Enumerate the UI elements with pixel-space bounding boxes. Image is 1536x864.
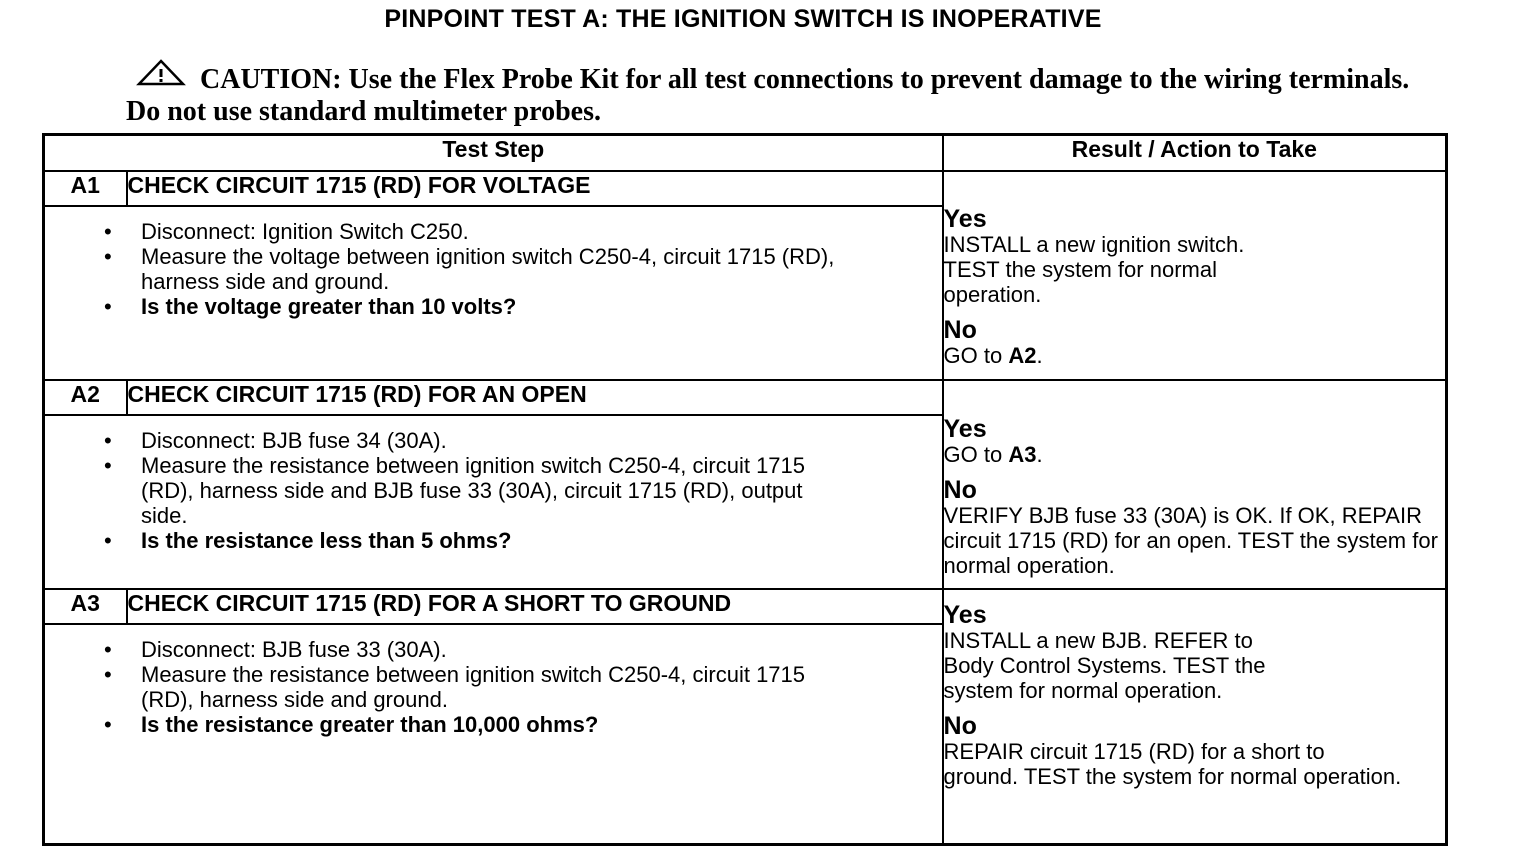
step-title-row [44,589,1447,624]
yes-label: Yes [943,601,987,629]
step-question: • Is the resistance less than 5 ohms? [141,528,942,553]
no-action: VERIFY BJB fuse 33 (30A) is OK. If OK, REPAIR circuit 1715 (RD) for an open. TEST the system for normal operation. [943,503,1438,578]
step-bullet: • Measure the resistance between ignition switch C250-4, circuit 1715 (RD), harness side and BJB fuse 33 (30A), circuit 1715 (RD), output side. [141,453,846,528]
no-label: No [943,476,977,504]
step-details [44,415,943,589]
step-bullet: • Measure the voltage between ignition switch C250-4, circuit 1715 (RD), harness side and ground. [141,244,841,294]
step-result [943,380,1447,589]
header-result: Result / Action to Take [943,135,1447,172]
step-question: • Is the voltage greater than 10 volts? [141,294,942,319]
step-question: • Is the resistance greater than 10,000 ohms? [141,712,942,737]
step-id: A2 [44,380,127,415]
step-bullet: • Measure the resistance between ignition switch C250-4, circuit 1715 (RD), harness side and ground. [141,662,846,712]
step-details [44,206,943,380]
no-label: No [943,316,977,344]
step-title: CHECK CIRCUIT 1715 (RD) FOR A SHORT TO GROUND [127,589,943,624]
table-header-row [44,135,1447,172]
caution-notice [126,64,1426,128]
yes-label: Yes [943,205,987,233]
step-bullet: • Disconnect: BJB fuse 34 (30A). [141,428,942,453]
step-id: A1 [44,171,127,206]
page-title: PINPOINT TEST A: THE IGNITION SWITCH IS INOPERATIVE [384,5,1102,33]
step-bullet: • Disconnect: Ignition Switch C250. [141,219,942,244]
step-reference: A2 [1008,343,1037,368]
no-label: No [943,712,977,740]
step-title-row [44,171,1447,206]
no-action: REPAIR circuit 1715 (RD) for a short to ground. TEST the system for normal operation. [943,739,1402,789]
step-title: CHECK CIRCUIT 1715 (RD) FOR VOLTAGE [127,171,943,206]
step-reference: A3 [1008,442,1037,467]
caution-text: CAUTION: Use the Flex Probe Kit for all test connections to prevent damage to the wiring terminals. Do not use standard multimeter probes. [126,64,1410,127]
header-test-step: Test Step [44,135,943,172]
yes-action: GO to A3. [943,442,1043,467]
step-title-row [44,380,1447,415]
yes-action: INSTALL a new ignition switch. TEST the system for normal operation. [943,232,1245,307]
pinpoint-test-table [42,133,1448,846]
step-title: CHECK CIRCUIT 1715 (RD) FOR AN OPEN [127,380,943,415]
step-bullet: • Disconnect: BJB fuse 33 (30A). [141,637,942,662]
step-details [44,624,943,845]
warning-triangle-icon [136,58,186,96]
step-result [943,171,1447,380]
step-result [943,589,1447,845]
step-id: A3 [44,589,127,624]
yes-label: Yes [943,415,987,443]
no-action: GO to A2. [943,343,1043,368]
yes-action: INSTALL a new BJB. REFER to Body Control Systems. TEST the system for normal operation. [943,628,1266,703]
